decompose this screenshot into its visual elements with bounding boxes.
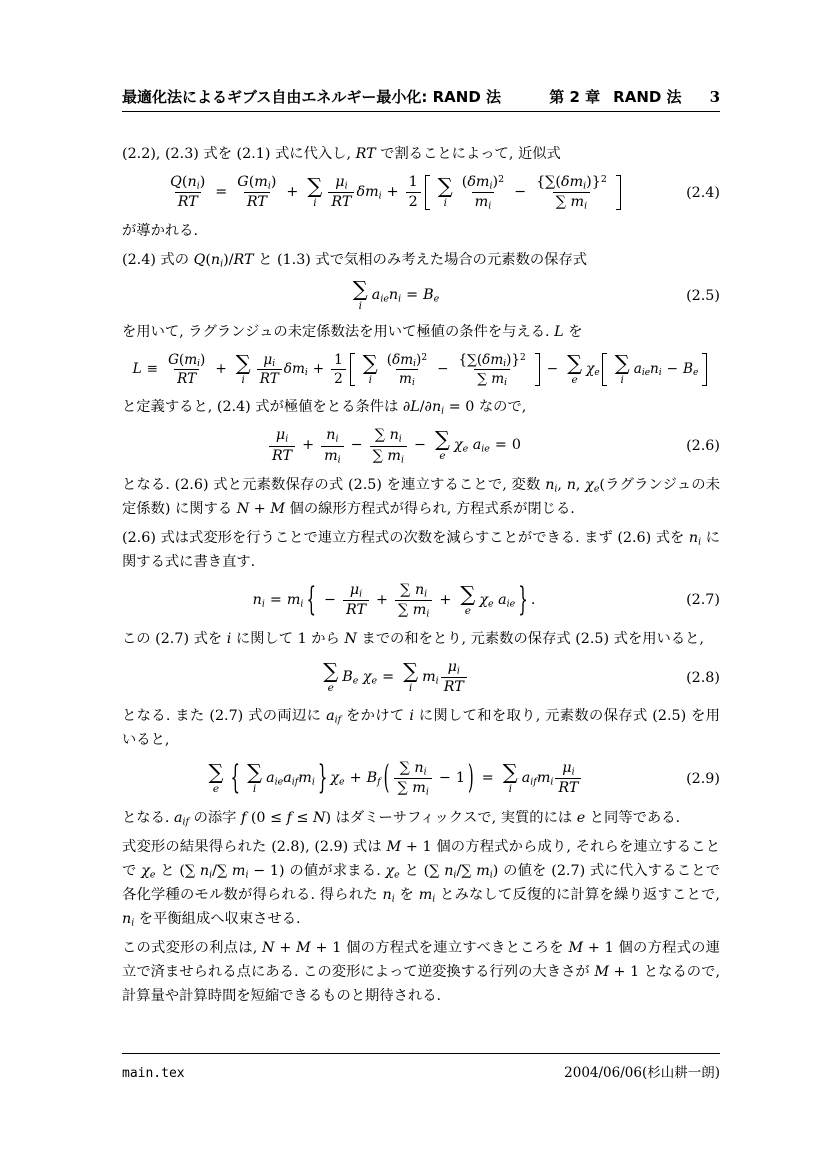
page-footer [122,1053,720,1081]
paragraph-extremum-condition: と定義すると, (2.4) 式が極値をとる条件は $\partial L/\partial n_i = 0$ なので, [122,399,527,417]
equation-number-2-4: (2.4) [686,184,720,201]
chapter-number: 第 2 章 [549,88,601,106]
paragraph-multiply-aif: となる. また (2.7) 式の両辺に $a_{if}$ をかけて i に関して和を取り, 元素数の保存式 (2.5) を用いると, [122,708,720,749]
footer-date-author: 2004/06/06(杉山耕一朗) [564,1065,720,1081]
equation-body: ∑ e { ∑ i $a_{ie}a_{if}m_i$ } $\chi_e$ + $B_f$ ( $\frac{\sum n_i}{\sum m_i}$ − 1 ) = ∑ i $a_{if}m_i$ $\frac{\mu_i}{RT}$ [122,760,720,797]
equation-2-7 [122,579,720,620]
paragraph-intro: (2.2), (2.3) 式を (2.1) 式に代入し, RT で割ることによって, 近似式 [122,146,561,162]
equation-number-2-8: (2.8) [686,669,720,686]
chapter-info [549,86,720,107]
text-block [122,86,720,1013]
paragraph-advantage: この式変形の利点は, N + M + 1 個の方程式を連立すべきところを M + 1 個の方程式の連立で済ませられる点にある. この変形によって逆変換する行列の大きさが M + 1 となるので, 計算量や計算時間を短縮できるものと期待される. [122,939,720,1004]
equation-2-4 [122,174,720,211]
chapter-title: RAND 法 [613,88,682,106]
paragraph-conservation-intro: (2.4) 式の $Q(n_i)/RT$ と (1.3) 式で気相のみ考えた場合の元素数の保存式 [122,252,588,270]
equation-body: $\frac{\mu_i}{RT}$ + $\frac{n_i}{m_i}$ − $\frac{\sum n_i}{\sum m_i}$ − ∑ e $\chi_e$ $a_{ie}$ = 0 [122,427,720,464]
paragraph-iteration: 式変形の結果得られた (2.8), (2.9) 式は M + 1 個の方程式から成り, それらを連立することで $\chi_e$ と (∑ $n_i/\sum$ $m_i - 1$) の値が求まる. $\chi_e$ と (∑ $n_i/\sum$ $m_i$) の値を (2.7) 式に代入することで各化学種のモル数が得られる. 得られた $n_i$ を $m_i$ とみなして反復的に計算を繰り返すことで, $n_i$ を平衡組成へ収束させる. [122,838,721,928]
running-title: 最適化法によるギブス自由エネルギー最小化: RAND 法 [122,88,502,106]
paragraph-dummy-suffix: となる. $a_{if}$ の添字 f (0 ≤ f ≤ N) はダミーサフィックスで, 実質的には e と同等である. [122,809,681,827]
page-header [122,86,720,112]
page-number: 3 [709,88,720,106]
equation-body: $n_i$ = $m_i$ { − $\frac{\mu_i}{RT}$ + $\frac{\sum n_i}{\sum m_i}$ + ∑ e $\chi_e$ $a_{ie}$ } . [252,579,536,620]
equation-number-2-6: (2.6) [686,438,720,455]
paragraph-lagrange-intro: を用いて, ラグランジュの未定係数法を用いて極値の条件を与える. L を [122,323,583,340]
equation-body: $\frac{Q(n_i)}{RT}$ = $\frac{G(m_i)}{RT}$ + ∑ i $\frac{\mu_i}{RT}$ $\delta m_i$ + $\frac{1}{2}$ ∑ i $\frac{(\delta m_i)^2}{m_i}$ − $\frac{\{\sum(\delta m_i)\}^2}{\sum m_i}$ [122,174,720,211]
paragraph-derived: が導かれる. [122,223,199,240]
equation-lagrangian [122,352,720,388]
paragraph-reduce-order: (2.6) 式は式変形を行うことで連立方程式の次数を減らすことができる. まず (2.6) 式を $n_i$ に関する式に書き直す. [122,529,720,570]
footer-filename: main.tex [122,1066,185,1081]
equation-number-2-7: (2.7) [686,592,720,609]
equation-2-5 [122,277,720,313]
equation-number-2-5: (2.5) [686,288,720,305]
equation-number-2-9: (2.9) [686,770,720,787]
paragraph-sum-over-i: この (2.7) 式を i に関して 1 から N までの和をとり, 元素数の保存式 (2.5) 式を用いると, [122,631,704,647]
equation-2-9 [122,760,720,797]
equation-body: ∑ i $a_{ie}n_i$ = $B_e$ [352,277,440,313]
paragraph-linear-system: となる. (2.6) 式と元素数保存の式 (2.5) を連立することで, 変数 $n_i$, n, $\chi_e$(ラグランジュの未定係数) に関する N + M 個の線形方程式が得られ, 方程式系が閉じる. [122,476,721,517]
equation-body: ∑ e $B_e$ $\chi_e$ = ∑ i $m_i$ $\frac{\mu_i}{RT}$ [122,659,720,696]
equation-2-8 [122,659,720,696]
equation-2-6 [122,427,720,464]
equation-body: L ≡ $\frac{G(m_i)}{RT}$ + ∑ i $\frac{\mu_i}{RT}$ $\delta m_i$ + $\frac{1}{2}$ ∑ i $\frac{(\delta m_i)^2}{m_i}$ − $\frac{\{\sum(\delta m_i)\}^2}{\sum m_i}$ − ∑ e $\chi_e$ ∑ i $a_{ie}n_i$ − $B_e$ [122,352,720,388]
